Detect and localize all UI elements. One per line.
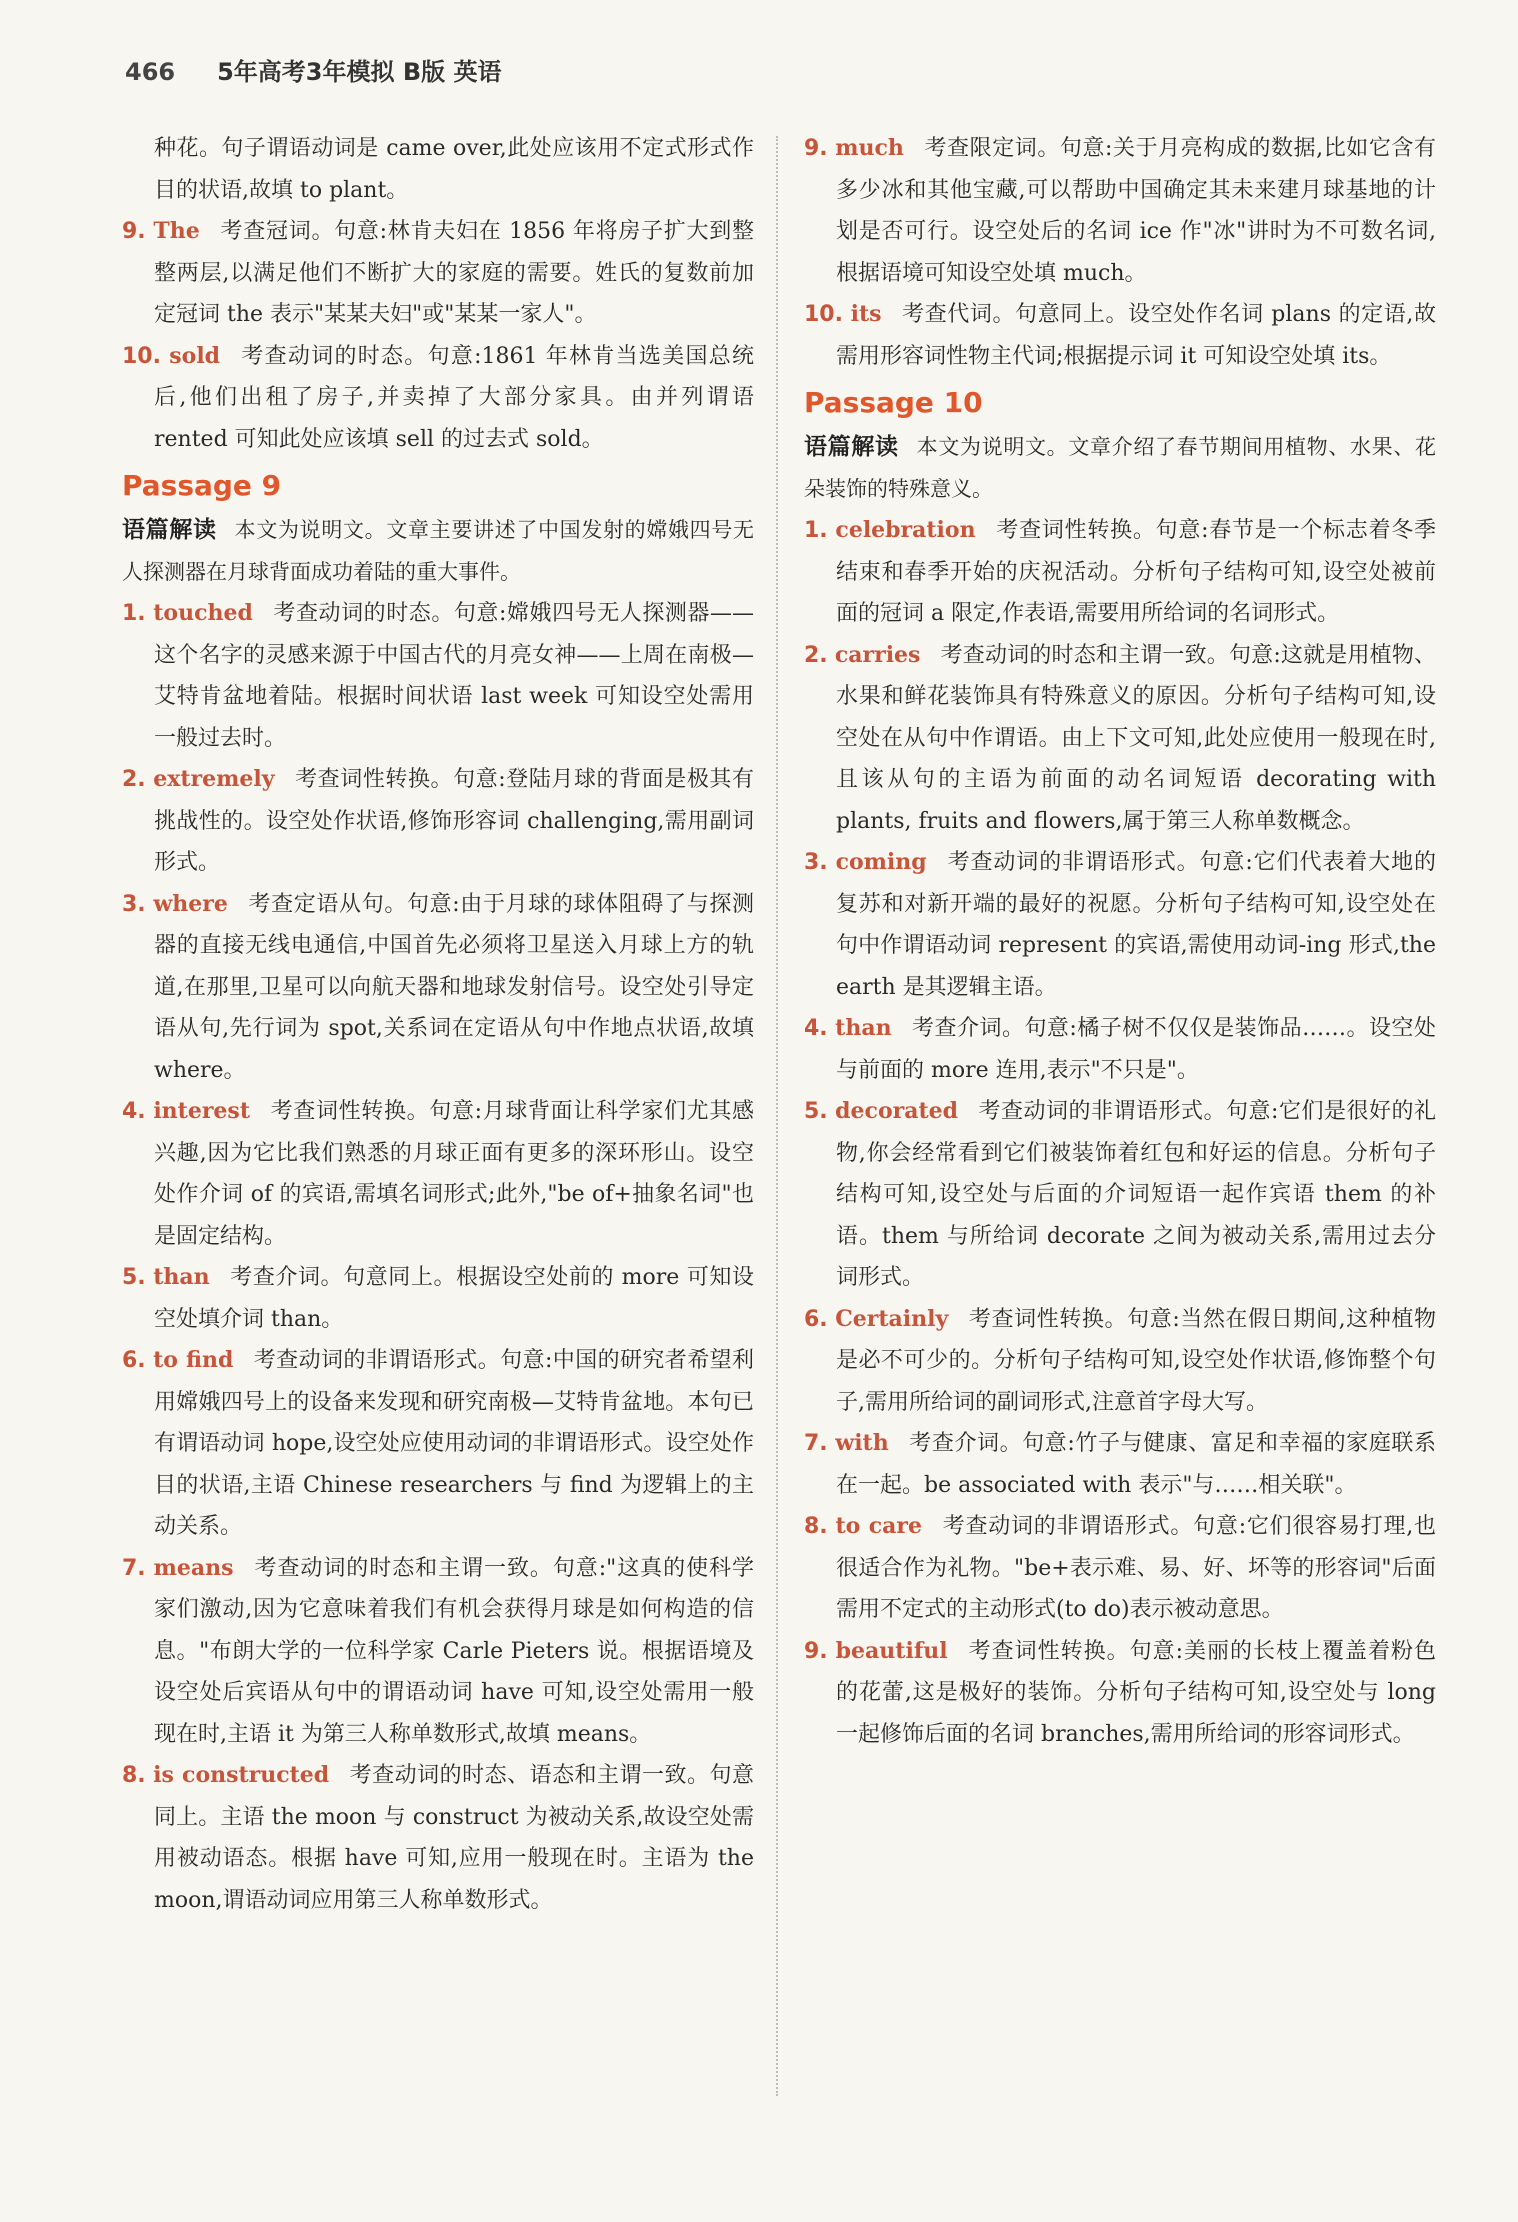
explanation-text: 考查动词的时态、语态和主谓一致。句意同上。主语 the moon 与 construct 为被动关系,故设空处需用被动语态。根据 have 可知,应用一般现在时。主语为 the moon,谓语动词应用第三人称单数形式。 [154, 1763, 754, 1913]
explanation-text: 考查动词的非谓语形式。句意:它们是很好的礼物,你会经常看到它们被装饰着红包和好运的信息。分析句子结构可知,设空处与后面的介词短语一起作宾语 them 的补语。them 与所给词 decorate 之间为被动关系,需用过去分词形式。 [836, 1099, 1436, 1290]
book-title: 5年高考3年模拟 B版 英语 [217, 58, 502, 86]
answer-word: with [835, 1430, 889, 1456]
summary-text: 本文为说明文。文章主要讲述了中国发射的嫦娥四号无人探测器在月球背面成功着陆的重大事件。 [122, 518, 755, 584]
answer-word: sold [169, 342, 221, 369]
item-number: 1. [804, 518, 828, 543]
answer-item [118, 1257, 754, 1340]
passage-summary [800, 427, 1436, 510]
item-number: 10. [122, 343, 161, 369]
answer-item [118, 884, 754, 1092]
explanation-text: 考查介词。句意同上。根据设空处前的 more 可知设空处填介词 than。 [154, 1265, 754, 1332]
answer-word: than [153, 1264, 210, 1290]
page-header [125, 52, 502, 92]
item-number: 1. [122, 601, 146, 626]
answer-word: coming [835, 849, 927, 875]
item-number: 3. [804, 850, 828, 875]
item-number: 10. [804, 302, 843, 327]
explanation-text: 考查冠词。句意:林肯夫妇在 1856 年将房子扩大到整整两层,以满足他们不断扩大的家庭的需要。姓氏的复数前加定冠词 the 表示"某某夫妇"或"某某一家人"。 [154, 219, 755, 327]
answer-item [118, 1755, 754, 1921]
item-number: 9. [804, 136, 828, 161]
summary-label: 语篇解读 [122, 517, 217, 543]
item-number: 3. [122, 891, 146, 917]
answer-item [118, 1091, 754, 1257]
answer-item [800, 128, 1436, 294]
answer-item [800, 1506, 1436, 1631]
item-number: 4. [122, 1099, 146, 1124]
explanation-text: 考查动词的时态和主谓一致。句意:这就是用植物、水果和鲜花装饰具有特殊意义的原因。分析句子结构可知,设空处在从句中作谓语。由上下文可知,此处应使用一般现在时,且该从句的主语为前面的动名词短语 decorating with plants, fruits and flowers,属于第三人称单数概念。 [836, 642, 1436, 834]
item-number: 6. [804, 1306, 828, 1332]
answer-word: much [835, 135, 904, 161]
answer-word: is constructed [153, 1762, 330, 1788]
answer-word: celebration [835, 517, 976, 543]
answer-list-top [118, 211, 754, 460]
explanation-text: 考查动词的非谓语形式。句意:中国的研究者希望利用嫦娥四号上的设备来发现和研究南极—艾特肯盆地。本句已有谓语动词 hope,设空处应使用动词的非谓语形式。设空处作目的状语,主语 Chinese researchers 与 find 为逻辑上的主动关系。 [154, 1348, 755, 1539]
summary-text: 本文为说明文。文章介绍了春节期间用植物、水果、花朵装饰的特殊意义。 [804, 435, 1437, 501]
explanation-text: 考查词性转换。句意:美丽的长枝上覆盖着粉色的花蕾,这是极好的装饰。分析句子结构可知,设空处与 long 一起修饰后面的名词 branches,需用所给词的形容词形式。 [836, 1638, 1436, 1747]
explanation-text: 考查词性转换。句意:月球背面让科学家们尤其感兴趣,因为它比我们熟悉的月球正面有更多的深环形山。设空处作介词 of 的宾语,需填名词形式;此外,"be of+抽象名词"也是固定结构。 [154, 1099, 754, 1249]
explanation-text: 考查介词。句意:橘子树不仅仅是装饰品……。设空处与前面的 more 连用,表示"不只是"。 [836, 1016, 1436, 1083]
answer-list [118, 593, 754, 1921]
item-number: 5. [122, 1265, 146, 1290]
explanation-text: 考查定语从句。句意:由于月球的球体阻碍了与探测器的直接无线电通信,中国首先必须将卫星送入月球上方的轨道,在那里,卫星可以向航天器和地球发射信号。设空处引导定语从句,先行词为 spot,关系词在定语从句中作地点状语,故填 where。 [154, 891, 754, 1083]
answer-item [800, 294, 1436, 377]
explanation-text: 考查词性转换。句意:当然在假日期间,这种植物是必不可少的。分析句子结构可知,设空处作状语,修饰整个句子,需用所给词的副词形式,注意首字母大写。 [836, 1306, 1436, 1415]
page-number: 466 [125, 58, 176, 86]
item-number: 8. [122, 1763, 146, 1788]
explanation-text: 考查动词的非谓语形式。句意:它们很容易打理,也很适合作为礼物。"be+表示难、易、好、坏等的形容词"后面需用不定式的主动形式(to do)表示被动意思。 [836, 1514, 1436, 1622]
answer-word: decorated [835, 1098, 959, 1124]
answer-word: The [153, 218, 200, 244]
answer-item [118, 1340, 754, 1548]
explanation-text: 考查动词的非谓语形式。句意:它们代表着大地的复苏和对新开端的最好的祝愿。分析句子结构可知,设空处在句中作谓语动词 represent 的宾语,需使用动词-ing 形式,the earth 是其逻辑主语。 [836, 850, 1436, 1000]
answer-word: its [850, 301, 882, 327]
item-number: 4. [804, 1016, 828, 1041]
item-number: 9. [122, 219, 146, 244]
answer-item [800, 510, 1436, 635]
explanation-text: 考查词性转换。句意:春节是一个标志着冬季结束和春季开始的庆祝活动。分析句子结构可知,设空处被前面的冠词 a 限定,作表语,需要用所给词的名词形式。 [836, 518, 1436, 626]
explanation-text: 考查介词。句意:竹子与健康、富足和幸福的家庭联系在一起。be associated with 表示"与……相关联"。 [836, 1431, 1436, 1498]
answer-word: means [153, 1554, 234, 1581]
explanation-text: 考查动词的时态和主谓一致。句意:"这真的使科学家们激动,因为它意味着我们有机会获得月球是如何构造的信息。"布朗大学的一位科学家 Carle Pieters 说。根据语境及设空处后宾语从句中的谓语动词 have 可知,设空处需用一般现在时,主语 it 为第三人称单数形式,故填 means。 [154, 1555, 754, 1747]
answer-word: beautiful [835, 1637, 948, 1664]
answer-item [118, 211, 754, 336]
continued-text: 种花。句子谓语动词是 came over,此处应该用不定式形式作目的状语,故填 to plant。 [154, 136, 754, 203]
answer-word: extremely [153, 766, 275, 792]
answer-word: touched [153, 600, 253, 626]
answer-item [800, 635, 1436, 843]
answer-item [800, 1008, 1436, 1091]
summary-label: 语篇解读 [804, 434, 899, 460]
answer-item [800, 1091, 1436, 1299]
answer-word: Certainly [835, 1305, 949, 1332]
answer-item [800, 1631, 1436, 1756]
answer-item [800, 842, 1436, 1008]
explanation-text: 考查动词的时态。句意:1861 年林肯当选美国总统后,他们出租了房子,并卖掉了大部分家具。由并列谓语 rented 可知此处应该填 sell 的过去式 sold。 [154, 343, 754, 452]
answer-word: carries [834, 641, 921, 668]
item-number: 8. [804, 1514, 828, 1539]
item-number: 2. [122, 767, 146, 792]
item-number: 6. [122, 1348, 146, 1373]
explanation-text: 考查词性转换。句意:登陆月球的背面是极其有挑战性的。设空处作状语,修饰形容词 challenging,需用副词形式。 [154, 767, 754, 875]
explanation-text: 考查限定词。句意:关于月亮构成的数据,比如它含有多少冰和其他宝藏,可以帮助中国确定其未来建月球基地的计划是否可行。设空处后的名词 ice 作"冰"讲时为不可数名词,根据语境可知设空处填 much。 [836, 136, 1436, 286]
answer-item [118, 336, 754, 461]
answer-list [800, 510, 1436, 1755]
right-column [800, 128, 1436, 1755]
answer-item [118, 1548, 754, 1756]
item-number: 9. [804, 1638, 828, 1664]
answer-word: than [835, 1015, 892, 1041]
passage-heading: Passage 10 [804, 386, 983, 419]
answer-item [118, 759, 754, 884]
explanation-text: 考查动词的时态。句意:嫦娥四号无人探测器——这个名字的灵感来源于中国古代的月亮女神——上周在南极—艾特肯盆地着陆。根据时间状语 last week 可知设空处需用一般过去时。 [154, 601, 754, 751]
item-number: 2. [804, 642, 828, 668]
passage-heading: Passage 9 [122, 469, 282, 502]
answer-word: to find [153, 1347, 234, 1373]
left-column [118, 128, 754, 1921]
item-number: 7. [804, 1431, 828, 1456]
passage-summary [118, 510, 754, 593]
answer-word: to care [835, 1513, 922, 1539]
item-number: 5. [804, 1099, 828, 1124]
answer-word: interest [153, 1098, 250, 1124]
answer-item [800, 1423, 1436, 1506]
item-number: 7. [122, 1555, 146, 1581]
explanation-text: 考查代词。句意同上。设空处作名词 plans 的定语,故需用形容词性物主代词;根据提示词 it 可知设空处填 its。 [836, 302, 1436, 369]
answer-item [800, 1299, 1436, 1424]
answer-list-top [800, 128, 1436, 377]
answer-item [118, 593, 754, 759]
column-divider [776, 136, 778, 2096]
answer-word: where [153, 890, 228, 917]
